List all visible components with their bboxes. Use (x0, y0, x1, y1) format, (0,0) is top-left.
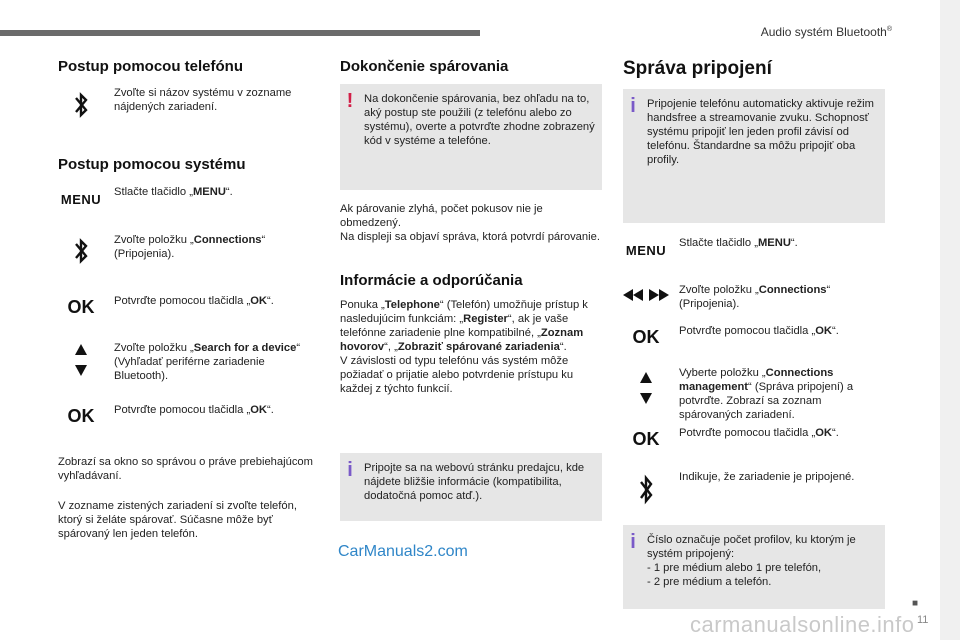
step-text: Potvrďte pomocou tlačidla „OK“. (679, 427, 839, 439)
bluetooth-icon (623, 472, 669, 513)
step-text: Zvoľte si názov systému v zozname nájdených zariadení. (114, 87, 292, 113)
header-bar (0, 30, 480, 36)
up-down-arrows-icon (58, 343, 104, 382)
step-text: Stlačte tlačidlo „MENU“. (114, 186, 233, 198)
heading-info-recommendations: Informácie a odporúčania (340, 272, 523, 289)
ok-button-icon: OK (632, 429, 660, 449)
ok-button-icon: OK (632, 327, 660, 347)
warning-text: Na dokončenie spárovania, bez ohľadu na to, aký postup ste použili (z telefónu alebo zo systému), overte a potvrďte zhodne zobrazený kód v systéme a telefóne. (364, 93, 595, 147)
page-edge-strip (940, 0, 960, 640)
ok-button-icon: OK (67, 297, 95, 317)
menu-button-icon: MENU (625, 243, 667, 258)
warning-box (340, 84, 602, 190)
paragraph-select-phone: V zozname zistených zariadení si zvoľte telefón, ktorý si želáte spárovať. Súčasne môže byť spárovaný len jeden telefón. (58, 500, 297, 540)
info-text: Číslo označuje počet profilov, ku ktorým je systém pripojený: - 1 pre médium alebo 1 pre telefón, - 2 pre médium a telefón. (647, 534, 856, 588)
left-right-arrows-icon (623, 288, 669, 307)
up-down-arrows-icon (623, 371, 669, 410)
step-text: Potvrďte pomocou tlačidla „OK“. (114, 404, 274, 416)
menu-button-icon: MENU (60, 192, 102, 207)
footer-square-mark: ■ (912, 598, 919, 609)
watermark-carmanuals: CarManuals2.com (338, 543, 468, 560)
info-icon: i (630, 531, 636, 553)
step-text: Stlačte tlačidlo „MENU“. (679, 237, 798, 249)
info-box-connection (623, 89, 885, 223)
info-box-profiles (623, 525, 885, 609)
bluetooth-icon (58, 236, 104, 271)
paragraph-search-window: Zobrazí sa okno so správou o práve prebiehajúcom vyhľadávaní. (58, 456, 313, 482)
heading-system-procedure: Postup pomocou systému (58, 156, 246, 173)
step-text: Potvrďte pomocou tlačidla „OK“. (679, 325, 839, 337)
paragraph-pairing-attempts: Ak párovanie zlyhá, počet pokusov nie je obmedzený. Na displeji sa objaví správa, ktorá potvrdí párovanie. (340, 203, 600, 243)
heading-pairing-completion: Dokončenie spárovania (340, 58, 509, 75)
info-icon: i (630, 95, 636, 117)
page-header-title: Audio systém Bluetooth® (760, 25, 892, 39)
watermark-carmanualsonline: carmanualsonline.info (690, 612, 915, 637)
ok-button-icon: OK (67, 406, 95, 426)
step-text: Zvoľte položku „Connections“ (Pripojenia). (679, 284, 831, 310)
step-text: Zvoľte položku „Connections“ (Pripojenia). (114, 234, 266, 260)
heading-phone-procedure: Postup pomocou telefónu (58, 58, 243, 75)
info-icon: i (347, 459, 353, 481)
bluetooth-icon (58, 90, 104, 125)
page-number: 11 (917, 614, 929, 626)
paragraph-telephone-menu: Ponuka „Telephone“ (Telefón) umožňuje prístup k nasledujúcim funkciám: „Register“, ak je vaše telefónne zariadenie plne kompatibilné, „Zoznam hovorov“, „Zobraziť spárované zariadenia“. V závislosti od typu telefónu vás systém môže požiadať o prijatie alebo potvrdenie prístupu ku každej z týchto funkcií. (340, 299, 588, 395)
warning-icon: ! (346, 90, 354, 112)
step-text: Zvoľte položku „Search for a device“ (Vyhľadať periférne zariadenie Bluetooth). (114, 342, 301, 382)
step-text: Potvrďte pomocou tlačidla „OK“. (114, 295, 274, 307)
info-text: Pripojte sa na webovú stránku predajcu, kde nájdete bližšie informácie (kompatibilita, dodatočná pomoc atď.). (364, 462, 585, 502)
step-text: Vyberte položku „Connections management“ (Správa pripojení) a potvrďte. Zobrazí sa zoznam spárovaných zariadení. (679, 367, 854, 421)
heading-connection-management: Správa pripojení (623, 58, 772, 79)
step-text: Indikuje, že zariadenie je pripojené. (679, 471, 855, 483)
info-text: Pripojenie telefónu automaticky aktivuje režim handsfree a streamovanie zvuku. Schopnosť systému pripojiť len jeden profil závisí od telefónu. Štandardne sa môžu pripojiť oba profily. (647, 98, 874, 166)
info-box-website (340, 453, 602, 521)
